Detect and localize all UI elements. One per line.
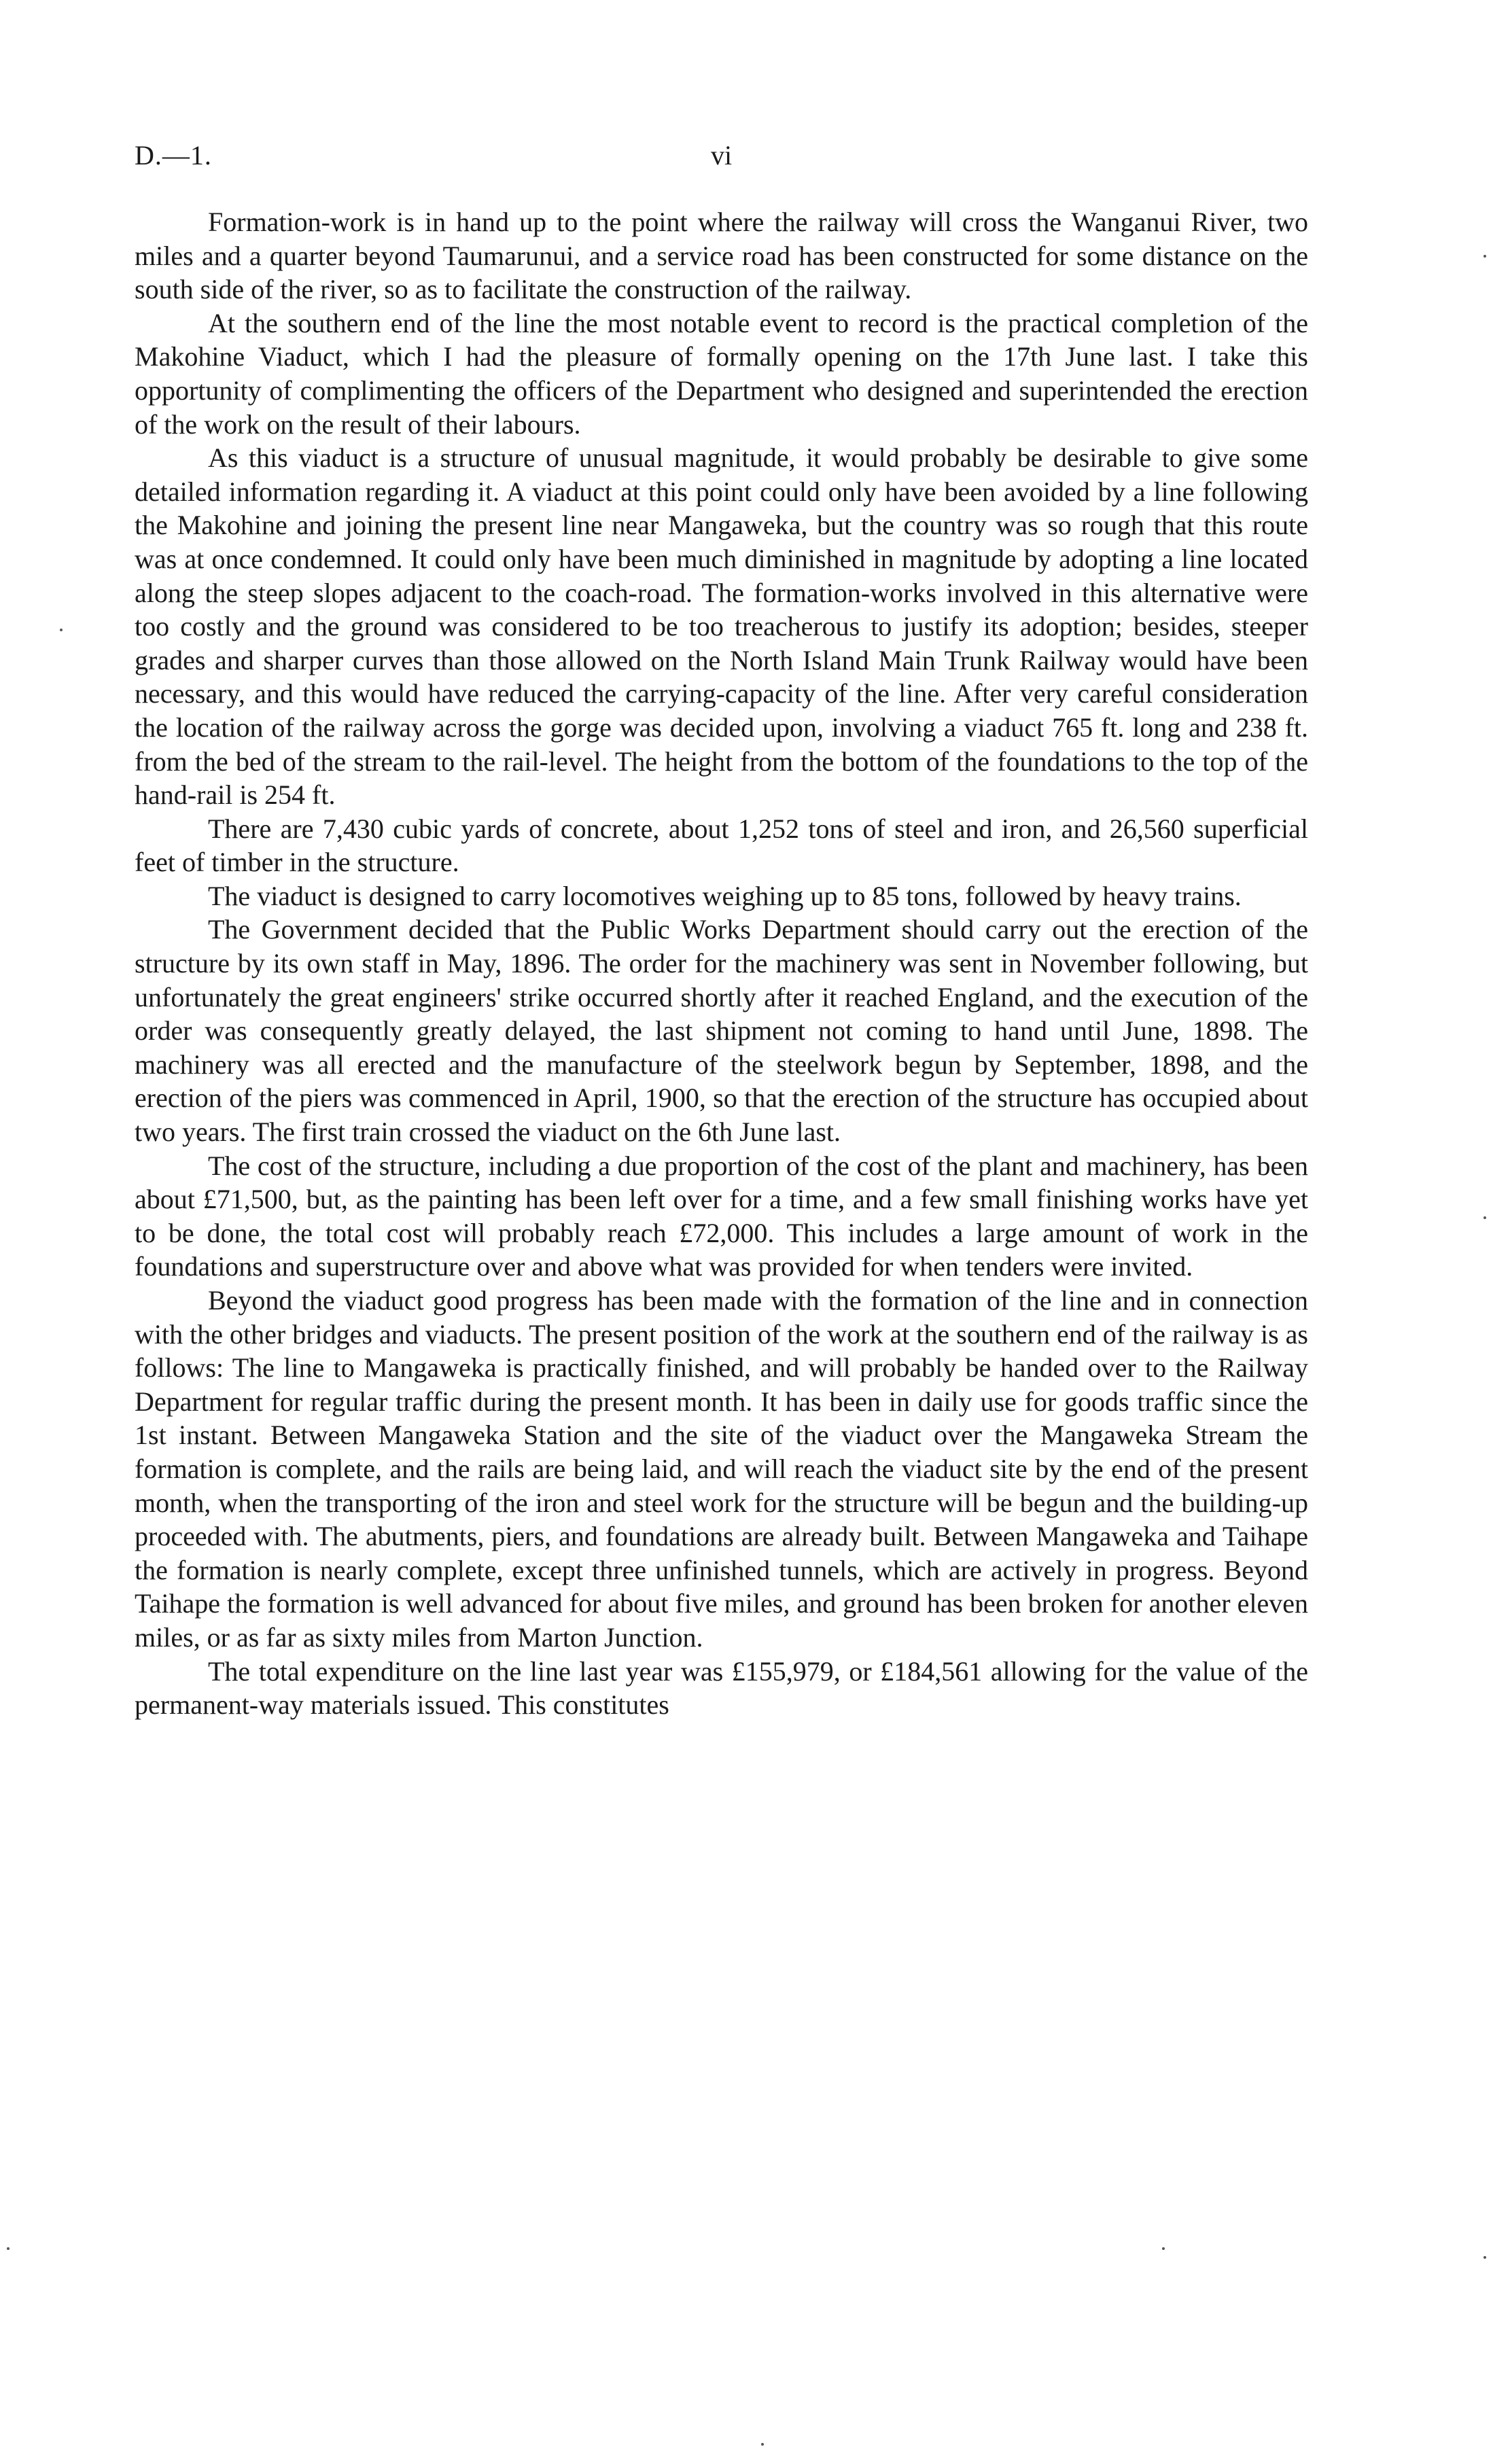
- paragraph: The Government decided that the Public Works Department should carry out the erection of the structure by its own staff in May, 1896. The order for the machinery was sent in November following, but unfortunately the great engineers' strike occurred shortly after it reached England, and the execution of the order was consequently greatly delayed, the last shipment not coming to hand until June, 1898. The machinery was all erected and the manufacture of the steelwork begun by September, 1898, and the erection of the piers was commenced in April, 1900, so that the erection of the structure has occupied about two years. The first train crossed the viaduct on the 6th June last.: [135, 914, 1308, 1148]
- scan-speck: [1483, 2256, 1486, 2259]
- page-number: vi: [710, 140, 733, 171]
- body-text: [135, 205, 1308, 1722]
- paragraph: There are 7,430 cubic yards of concrete, about 1,252 tons of steel and iron, and 26,560 superficial feet of timber in the structure.: [135, 813, 1308, 878]
- scan-speck: [1483, 1216, 1486, 1219]
- paragraph: Beyond the viaduct good progress has been made with the formation of the line and in connection with the other bridges and viaducts. The present position of the work at the southern end of the railway is as follows: The line to Mangaweka is practically finished, and will probably be handed over to the Railway Department for regular traffic during the present month. It has been in daily use for goods traffic since the 1st instant. Between Mangaweka Station and the site of the viaduct over the Mangaweka Stream the formation is complete, and the rails are being laid, and will reach the viaduct site by the end of the present month, when the transporting of the iron and steel work for the structure will be begun and the building-up proceeded with. The abutments, piers, and foundations are already built. Between Mangaweka and Taihape the formation is nearly complete, except three unfinished tunnels, which are actively in progress. Beyond Taihape the formation is well advanced for about five miles, and ground has been broken for another eleven miles, or as far as sixty miles from Marton Junction.: [135, 1285, 1308, 1653]
- scan-speck: [761, 2443, 764, 2446]
- paragraph: Formation-work is in hand up to the point where the railway will cross the Wanganui River, two miles and a quarter beyond Taumarunui, and a service road has been constructed for some distance on the south side of the river, so as to facilitate the construction of the railway.: [135, 207, 1308, 305]
- paragraph: As this viaduct is a structure of unusual magnitude, it would probably be desirable to give some detailed information regarding it. A viaduct at this point could only have been avoided by a line following the Makohine and joining the present line near Mangaweka, but the country was so rough that this route was at once condemned. It could only have been much diminished in magnitude by adopting a line located along the steep slopes adjacent to the coach-road. The formation-works involved in this alternative were too costly and the ground was considered to be too treacherous to justify its adoption; besides, steeper grades and sharper curves than those allowed on the North Island Main Trunk Railway would have been necessary, and this would have reduced the carrying-capacity of the line. After very careful consideration the location of the railway across the gorge was decided upon, involving a viaduct 765 ft. long and 238 ft. from the bed of the stream to the rail-level. The height from the bottom of the foundations to the top of the hand-rail is 254 ft.: [135, 442, 1308, 811]
- paragraph: The total expenditure on the line last year was £155,979, or £184,561 allowing for the value of the permanent-way materials issued. This constitutes: [135, 1655, 1308, 1721]
- scan-speck: [7, 2247, 10, 2250]
- page-header: [135, 139, 1308, 180]
- scan-speck: [1483, 255, 1486, 258]
- paragraph: The cost of the structure, including a due proportion of the cost of the plant and machinery, has been about £71,500, but, as the painting has been left over for a time, and a few small finishing works have yet to be done, the total cost will probably reach £72,000. This includes a large amount of work in the foundations and superstructure over and above what was provided for when tenders were invited.: [135, 1150, 1308, 1282]
- document-code: D.—1.: [135, 140, 212, 171]
- scan-speck: [1162, 2247, 1165, 2250]
- scan-speck: [60, 629, 63, 631]
- paragraph: At the southern end of the line the most notable event to record is the practical completion of the Makohine Viaduct, which I had the pleasure of formally opening on the 17th June last. I take this opportunity of complimenting the officers of the Department who designed and superintended the erection of the work on the result of their labours.: [135, 307, 1308, 440]
- paragraph: The viaduct is designed to carry locomotives weighing up to 85 tons, followed by heavy trains.: [208, 880, 1242, 911]
